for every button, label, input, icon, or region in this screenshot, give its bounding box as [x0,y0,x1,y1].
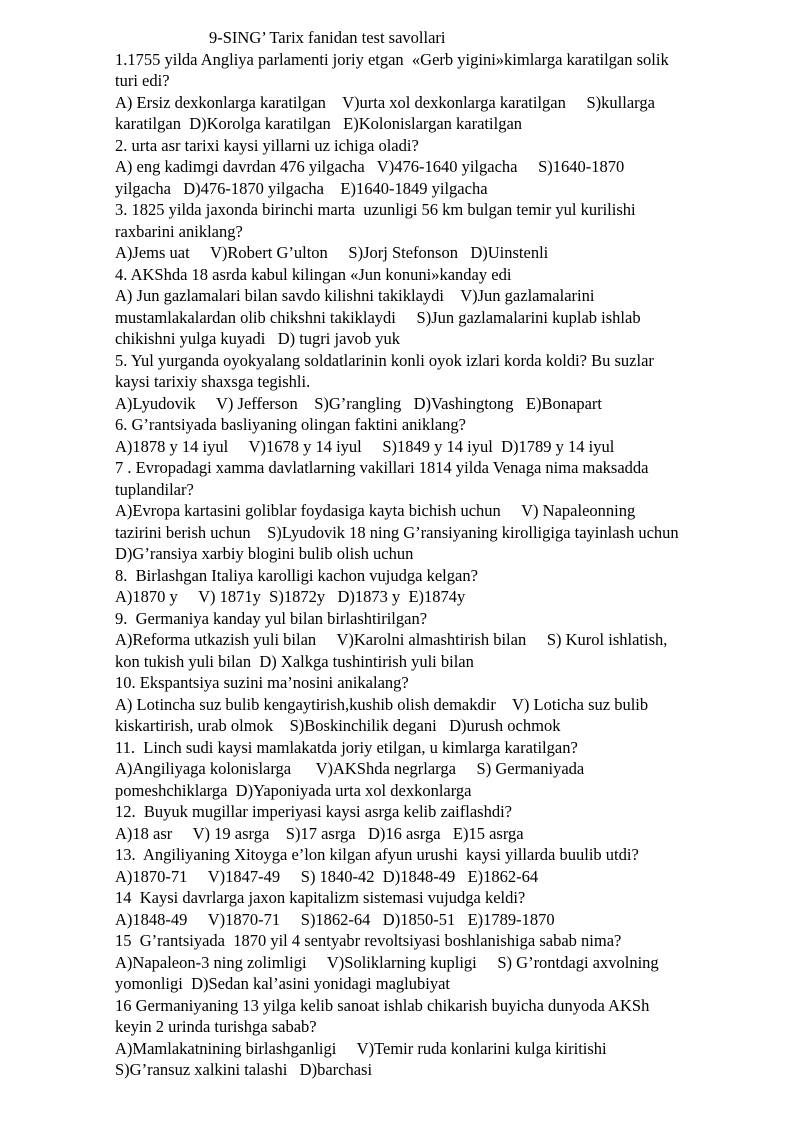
text-line: 2. urta asr tarixi kaysi yillarni uz ichiga oladi? [115,135,419,155]
text-line: chikishni yulga kuyadi D) tugri javob yuk [115,329,401,348]
text-line: 12. Buyuk mugillar imperiyasi kaysi asrga kelib zaiflashdi? [115,802,512,821]
text-line: A)Reforma utkazish yuli bilan V)Karolni almashtirish bilan S) Kurol ishlatish, [115,630,668,649]
text-line: A)Lyudovik V) Jefferson S)G’rangling D)Vashingtong E)Bonapart [115,393,602,413]
text-line: 8. Birlashgan Italiya karolligi kachon vujudga kelgan? [115,565,478,585]
text-line: yomonligi D)Sedan kal’asini yonidagi maglubiyat [115,974,450,993]
text-line: 6. G’rantsiyada basliyaning olingan faktini aniklang? [115,415,466,434]
text-line: A)Evropa kartasini goliblar foydasiga kayta bichish uchun V) Napaleonning [115,501,636,520]
text-line: kon tukish yuli bilan D) Xalkga tushintirish yuli bilan [115,651,474,671]
text-line: A)1870 y V) 1871y S)1872y D)1873 y E)1874y [115,587,466,606]
text-line: A)1870-71 V)1847-49 S) 1840-42 D)1848-49 E)1862-64 [115,866,539,886]
text-line: 7 . Evropadagi xamma davlatlarning vakillari 1814 yilda Venaga nima maksadda [115,458,649,477]
text-line: A)Jems uat V)Robert G’ulton S)Jorj Stefonson D)Uinstenli [115,243,549,262]
document-page [115,27,765,1081]
text-line: pomeshchiklarga D)Yaponiyada urta xol dexkonlarga [115,780,472,800]
text-line: 1.1755 yilda Angliya parlamenti joriy etgan «Gerb yigini»kimlarga karatilgan solik [115,49,669,69]
text-line: mustamlakalardan olib chikshni takiklaydi S)Jun gazlamalarini kuplab ishlab [115,307,641,327]
text-line: 10. Ekspantsiya suzini ma’nosini anikalang? [115,673,409,692]
text-line: A)18 asr V) 19 asrga S)17 asrga D)16 asrga E)15 asrga [115,823,524,843]
text-line: A) eng kadimgi davrdan 476 yilgacha V)476-1640 yilgacha S)1640-1870 [115,157,625,176]
text-line: 16 Germaniyaning 13 yilga kelib sanoat ishlab chikarish buyicha dunyoda AKSh [115,995,650,1015]
text-line: 5. Yul yurganda oyokyalang soldatlarinin konli oyok izlari korda koldi? Bu suzlar [115,350,654,370]
text-line: A)1848-49 V)1870-71 S)1862-64 D)1850-51 E)1789-1870 [115,909,555,929]
text-line: 14 Kaysi davrlarga jaxon kapitalizm sistemasi vujudga keldi? [115,888,526,907]
question-list [115,49,765,1081]
text-line: 11. Linch sudi kaysi mamlakatda joriy etilgan, u kimlarga karatilgan? [115,737,578,757]
text-line: S)G’ransuz xalkini talashi D)barchasi [115,1060,373,1079]
text-line: karatilgan D)Korolga karatilgan E)Kolonislargan karatilgan [115,114,523,133]
text-line: 13. Angiliyaning Xitoyga e’lon kilgan afyun urushi kaysi yillarda buulib utdi? [115,845,639,864]
text-line: A) Lotincha suz bulib kengaytirish,kushib olish demakdir V) Loticha suz bulib [115,694,649,714]
text-line: 3. 1825 yilda jaxonda birinchi marta uzunligi 56 km bulgan temir yul kurilishi [115,200,636,219]
text-line: raxbarini aniklang? [115,221,243,241]
text-line: keyin 2 urinda turishga sabab? [115,1017,317,1036]
text-line: A)1878 y 14 iyul V)1678 y 14 iyul S)1849 y 14 iyul D)1789 y 14 iyul [115,436,615,456]
text-line: A)Mamlakatnining birlashganligi V)Temir ruda konlarini kulga kiritishi [115,1038,607,1058]
text-line: 4. AKShda 18 asrda kabul kilingan «Jun konuni»kanday edi [115,264,512,284]
text-line: D)G’ransiya xarbiy blogini bulib olish uchun [115,544,414,563]
text-line: A)Napaleon-3 ning zolimligi V)Soliklarning kupligi S) G’rontdagi axvolning [115,952,659,972]
text-line: A) Jun gazlamalari bilan savdo kilishni takiklaydi V)Jun gazlamalarini [115,286,595,305]
text-line: 15 G’rantsiyada 1870 yil 4 sentyabr revoltsiyasi boshlanishiga sabab nima? [115,931,622,950]
text-line: 9. Germaniya kanday yul bilan birlashtirilgan? [115,608,428,628]
text-line: A)Angiliyaga kolonislarga V)AKShda negrlarga S) Germaniyada [115,759,585,778]
text-line: kaysi tarixiy shaxsga tegishli. [115,372,311,391]
text-line: yilgacha D)476-1870 yilgacha E)1640-1849 yilgacha [115,178,488,198]
text-line: tazirini berish uchun S)Lyudovik 18 ning G’ransiyaning kirolligiga tayinlash uchun [115,522,679,542]
page-title: 9-SING’ Tarix fanidan test savollari [209,28,446,47]
text-line: A) Ersiz dexkonlarga karatilgan V)urta xol dexkonlarga karatilgan S)kullarga [115,92,655,112]
text-line: kiskartirish, urab olmok S)Boskinchilik degani D)urush ochmok [115,716,561,735]
text-line: tuplandilar? [115,479,194,499]
text-line: turi edi? [115,71,170,90]
